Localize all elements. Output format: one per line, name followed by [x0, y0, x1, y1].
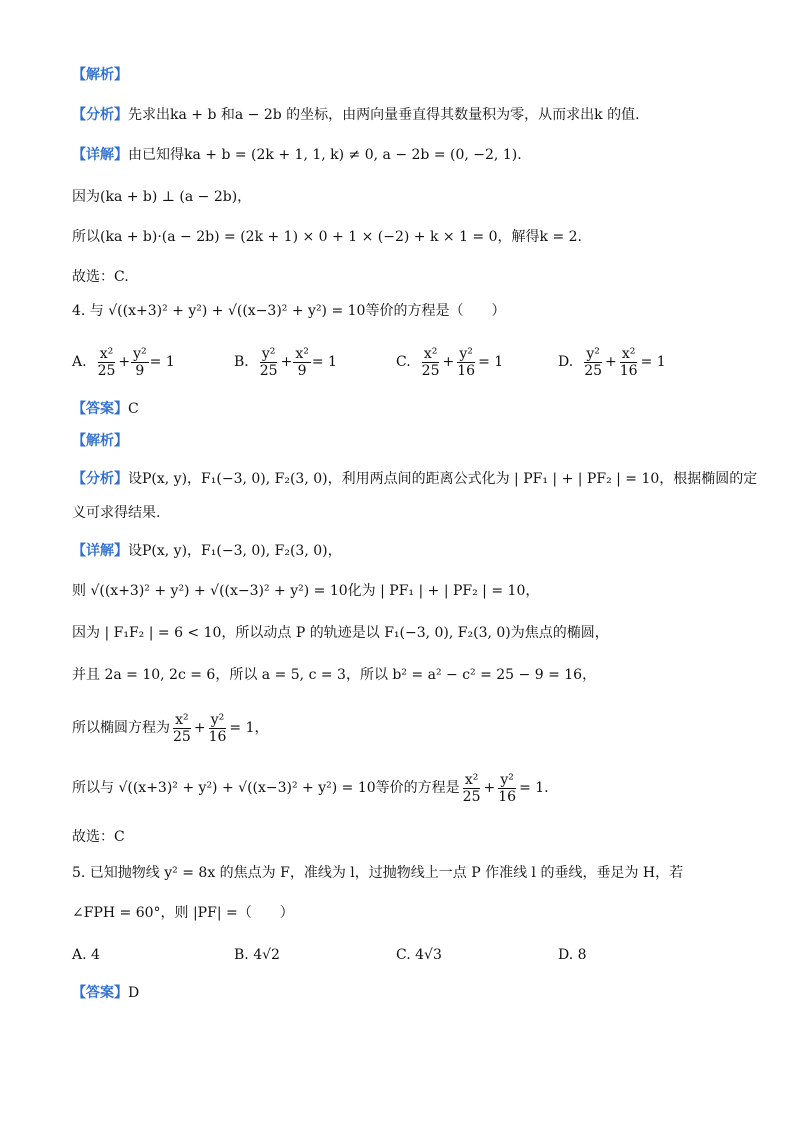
- question-4-stem: 4. 与 √((x+3)² + y²) + √((x−3)² + y²) = 10等价的方程是（ ）: [72, 303, 506, 319]
- option-c[interactable]: C. $\frac{\text{x²}}{25}$ + $\frac{\text{y²}}{16}$ = 1: [396, 345, 504, 379]
- analysis-paragraph-2-cont: 义可求得结果.: [72, 505, 161, 521]
- option-d[interactable]: D. 8: [558, 947, 587, 963]
- option-b[interactable]: B. $\frac{\text{y²}}{25}$ + $\frac{\text{x²}}{9}$ = 1: [234, 345, 337, 379]
- answer-choice-1: 故选：C.: [72, 269, 129, 285]
- distance-line: 则 √((x+3)² + y²) + √((x−3)² + y²) = 10化为 | PF₁ | + | PF₂ | = 10，: [72, 583, 540, 599]
- ellipse-equation-line: 所以椭圆方程为 $\frac{\text{x²}}{25}$ + $\frac{\text{y²}}{16}$ = 1 ，: [72, 711, 269, 745]
- detail-paragraph-1: 【详解】由已知得ka + b = (2k + 1, 1, k) ≠ 0, a − 2b = (0, −2, 1).: [72, 147, 522, 163]
- option-a[interactable]: A. $\frac{\text{x²}}{25}$ + $\frac{\text{y²}}{9}$ = 1: [72, 345, 175, 379]
- question-5-answer: 【答案】D: [72, 985, 140, 1001]
- option-a[interactable]: A. 4: [72, 947, 100, 963]
- option-c[interactable]: C. 4√3: [396, 947, 442, 963]
- equivalent-equation-line: 所以与 √((x+3)² + y²) + √((x−3)² + y²) = 10等价的方程是 $\frac{\text{x²}}{25}$ + $\frac{\text{y²}}{16}$ = 1 .: [72, 771, 549, 805]
- dot-product-line: 所以(ka + b)·(a − 2b) = (2k + 1) × 0 + 1 × (−2) + k × 1 = 0，解得k = 2.: [72, 229, 582, 245]
- answer-choice-2: 故选：C: [72, 829, 125, 845]
- focal-line: 因为 | F₁F₂ | = 6 < 10，所以动点 P 的轨迹是以 F₁(−3, 0), F₂(3, 0)为焦点的椭圆，: [72, 625, 609, 641]
- jiexi-heading-2: 【解析】: [72, 433, 128, 449]
- question-5-stem-1: 5. 已知抛物线 y² = 8x 的焦点为 F，准线为 l，过抛物线上一点 P 作准线 l 的垂线，垂足为 H，若: [72, 865, 684, 881]
- option-d[interactable]: D. $\frac{\text{y²}}{25}$ + $\frac{\text{x²}}{16}$ = 1: [558, 345, 666, 379]
- jiexi-heading-1: 【解析】: [72, 67, 128, 83]
- question-4-options: [72, 340, 752, 384]
- question-5-stem-2: ∠FPH = 60°，则 |PF| =（ ）: [72, 905, 294, 921]
- option-b[interactable]: B. 4√2: [234, 947, 280, 963]
- analysis-paragraph-2: 【分析】设P(x, y)，F₁(−3, 0), F₂(3, 0)，利用两点间的距离公式化为 | PF₁ | + | PF₂ | = 10，根据椭圆的定: [72, 471, 758, 487]
- detail-paragraph-2: 【详解】设P(x, y)，F₁(−3, 0), F₂(3, 0)，: [72, 543, 342, 559]
- perpendicular-line: 因为(ka + b) ⊥ (a − 2b)，: [72, 189, 252, 205]
- parameter-line: 并且 2a = 10, 2c = 6，所以 a = 5, c = 3，所以 b² = a² − c² = 25 − 9 = 16，: [72, 667, 597, 683]
- analysis-paragraph-1: 【分析】先求出ka + b 和a − 2b 的坐标，由两向量垂直得其数量积为零，从而求出k 的值.: [72, 107, 640, 123]
- question-4-answer: 【答案】C: [72, 401, 139, 417]
